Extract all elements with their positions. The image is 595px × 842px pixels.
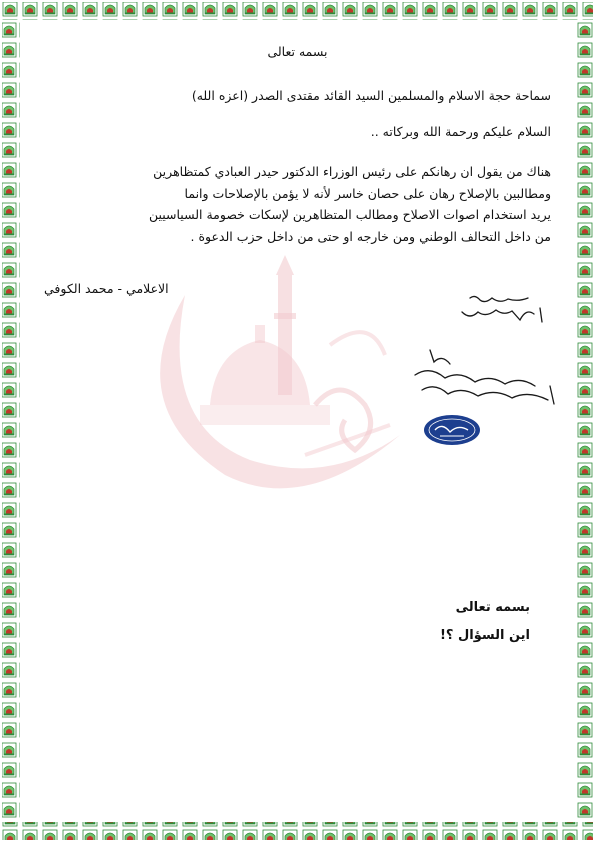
reply-basmala: بسمه تعالى [455,600,530,615]
body-line: ومطالبين بالإصلاح رهان على حصان خاسر لأنه لا يؤمن بالإصلاحات وانما [184,185,551,201]
letter-body [41,161,551,247]
handwritten-reply-with-seal [400,290,570,460]
border-top [2,2,593,20]
border-bottom [2,822,593,840]
seal-stamp-icon [424,415,480,445]
border-right [575,20,593,822]
body-line: هناك من يقول ان رهانكم على رئيس الوزراء الدكتور حيدر العبادي كمتظاهرين [153,164,551,179]
body-line: يريد استخدام اصوات الاصلاح ومطالب المتظاهرين لإسكات خصومة السياسيين [148,207,551,222]
letter-address: سماحة حجة الاسلام والمسلمين السيد القائد مقتدى الصدر (اعزه الله) [191,88,551,103]
letter-basmala: بسمه تعالى [267,44,328,59]
body-line: من داخل التحالف الوطني ومن خارجه او حتى من داخل حزب الدعوة . [190,228,551,244]
border-left [2,20,20,822]
shrine-dome-watermark [130,255,420,505]
reply-question: اين السؤال ؟! [439,628,530,643]
letter-signature: الاعلامي - محمد الكوفي [44,281,169,296]
letter-greeting: السلام عليكم ورحمة الله وبركاته .. [370,124,551,139]
